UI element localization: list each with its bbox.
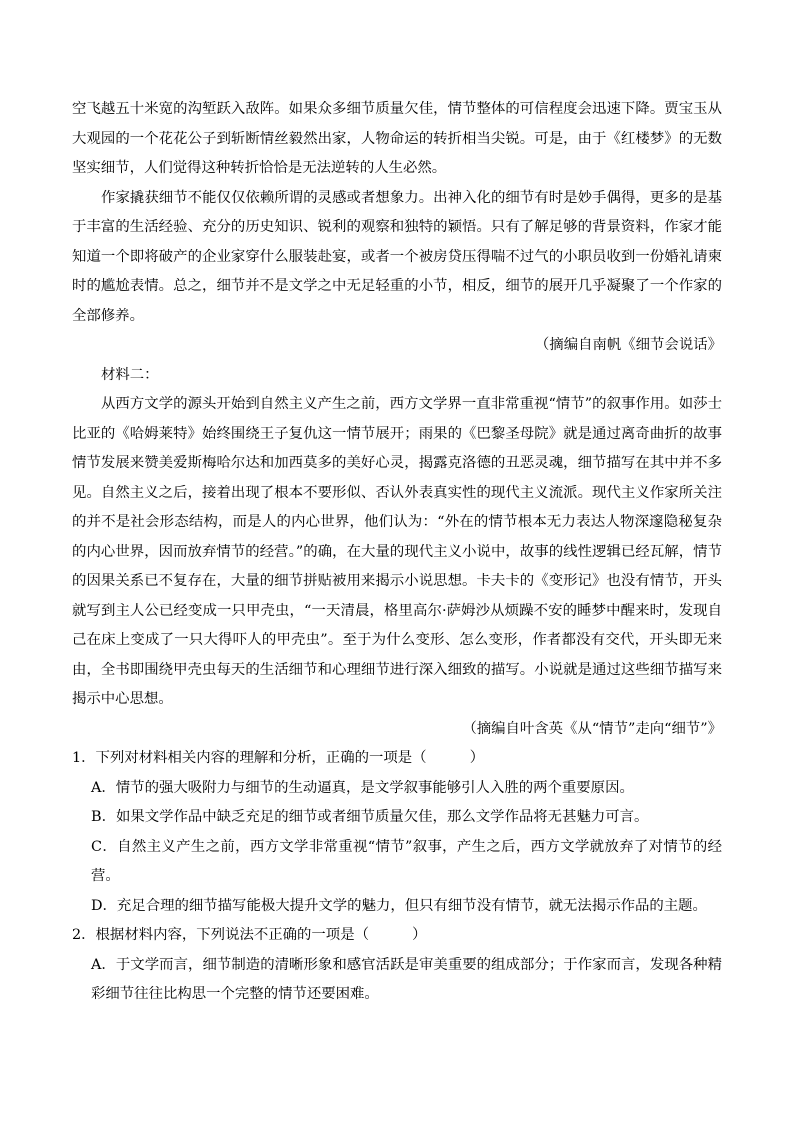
question-2-stem: 2．根据材料内容，下列说法不正确的一项是（ ） <box>72 927 427 943</box>
document-page <box>72 95 722 1010</box>
passage1-source: （摘编自南帆《细节会说话》 <box>534 337 722 353</box>
passage1-paragraph-1: 空飞越五十米宽的沟堑跃入敌阵。如果众多细节质量欠佳，情节整体的可信程度会迅速下降。贾宝玉从大观园的一个花花公子到斩断情丝毅然出家，人物命运的转折相当尖锐。可是，由于《红楼梦》的无数坚实细节，人们觉得这种转折恰恰是无法逆转的人生必然。 <box>72 101 722 176</box>
passage2-paragraph-1: 从西方文学的源头开始到自然主义产生之前，西方文学界一直非常重视“情节”的叙事作用。如莎士比亚的《哈姆莱特》始终围绕王子复仇这一情节展开；雨果的《巴黎圣母院》就是通过离奇曲折的故事情节发展来赞美爱斯梅哈尔达和加西莫多的美好心灵，揭露克洛德的丑恶灵魂，细节描写在其中并不多见。自然主义之后，接着出现了根本不要形似、否认外表真实性的现代主义流派。现代主义作家所关注的并不是社会形态结构，而是人的内心世界，他们认为：“外在的情节根本无力表达人物深邃隐秘复杂的内心世界，因而放弃情节的经营。”的确，在大量的现代主义小说中，故事的线性逻辑已经瓦解，情节的因果关系已不复存在，大量的细节拼贴被用来揭示小说思想。卡夫卡的《变形记》也没有情节，开头就写到主人公已经变成一只甲壳虫，“一天清晨，格里高尔·萨姆沙从烦躁不安的睡梦中醒来时，发现自己在床上变成了一只大得吓人的甲壳虫”。至于为什么变形、怎么变形，作者都没有交代，开头即无来由，全书即围绕甲壳虫每天的生活细节和心理细节进行深入细致的描写。小说就是通过这些细节描写来揭示中心思想。 <box>72 396 722 707</box>
question-1-option-c: C．自然主义产生之前，西方文学非常重视“情节”叙事，产生之后，西方文学就放弃了对情节的经营。 <box>91 838 722 884</box>
question-1-option-b: B．如果文学作品中缺乏充足的细节或者细节质量欠佳，那么文学作品将无甚魅力可言。 <box>91 809 649 825</box>
question-1-option-d: D．充足合理的细节描写能极大提升文学的魅力，但只有细节没有情节，就无法揭示作品的主题。 <box>91 897 707 914</box>
question-1-option-a: A．情节的强大吸附力与细节的生动逼真，是文学叙事能够引人入胜的两个重要原因。 <box>91 779 634 796</box>
passage2-source: （摘编自叶含英《从“情节”走向“细节”》 <box>462 720 722 737</box>
passage1-paragraph-2: 作家撬获细节不能仅仅依赖所谓的灵感或者想象力。出神入化的细节有时是妙手偶得，更多的是基于丰富的生活经验、充分的历史知识、锐利的观察和独特的颖悟。只有了解足够的背景资料，作家才能知道一个即将破产的企业家穿什么服装赴宴，或者一个被房贷压得喘不过气的小职员收到一份婚礼请柬时的尴尬表情。总之，细节并不是文学之中无足轻重的小节，相反，细节的展开几乎凝聚了一个作家的全部修养。 <box>72 189 722 324</box>
question-2-option-a: A．于文学而言，细节制造的清晰形象和感官活跃是审美重要的组成部分；于作家而言，发现各种精彩细节往往比构思一个完整的情节还要困难。 <box>91 956 722 1002</box>
passage2-label: 材料二： <box>101 366 159 383</box>
question-1-stem: 1．下列对材料相关内容的理解和分析，正确的一项是（ ） <box>72 750 485 766</box>
